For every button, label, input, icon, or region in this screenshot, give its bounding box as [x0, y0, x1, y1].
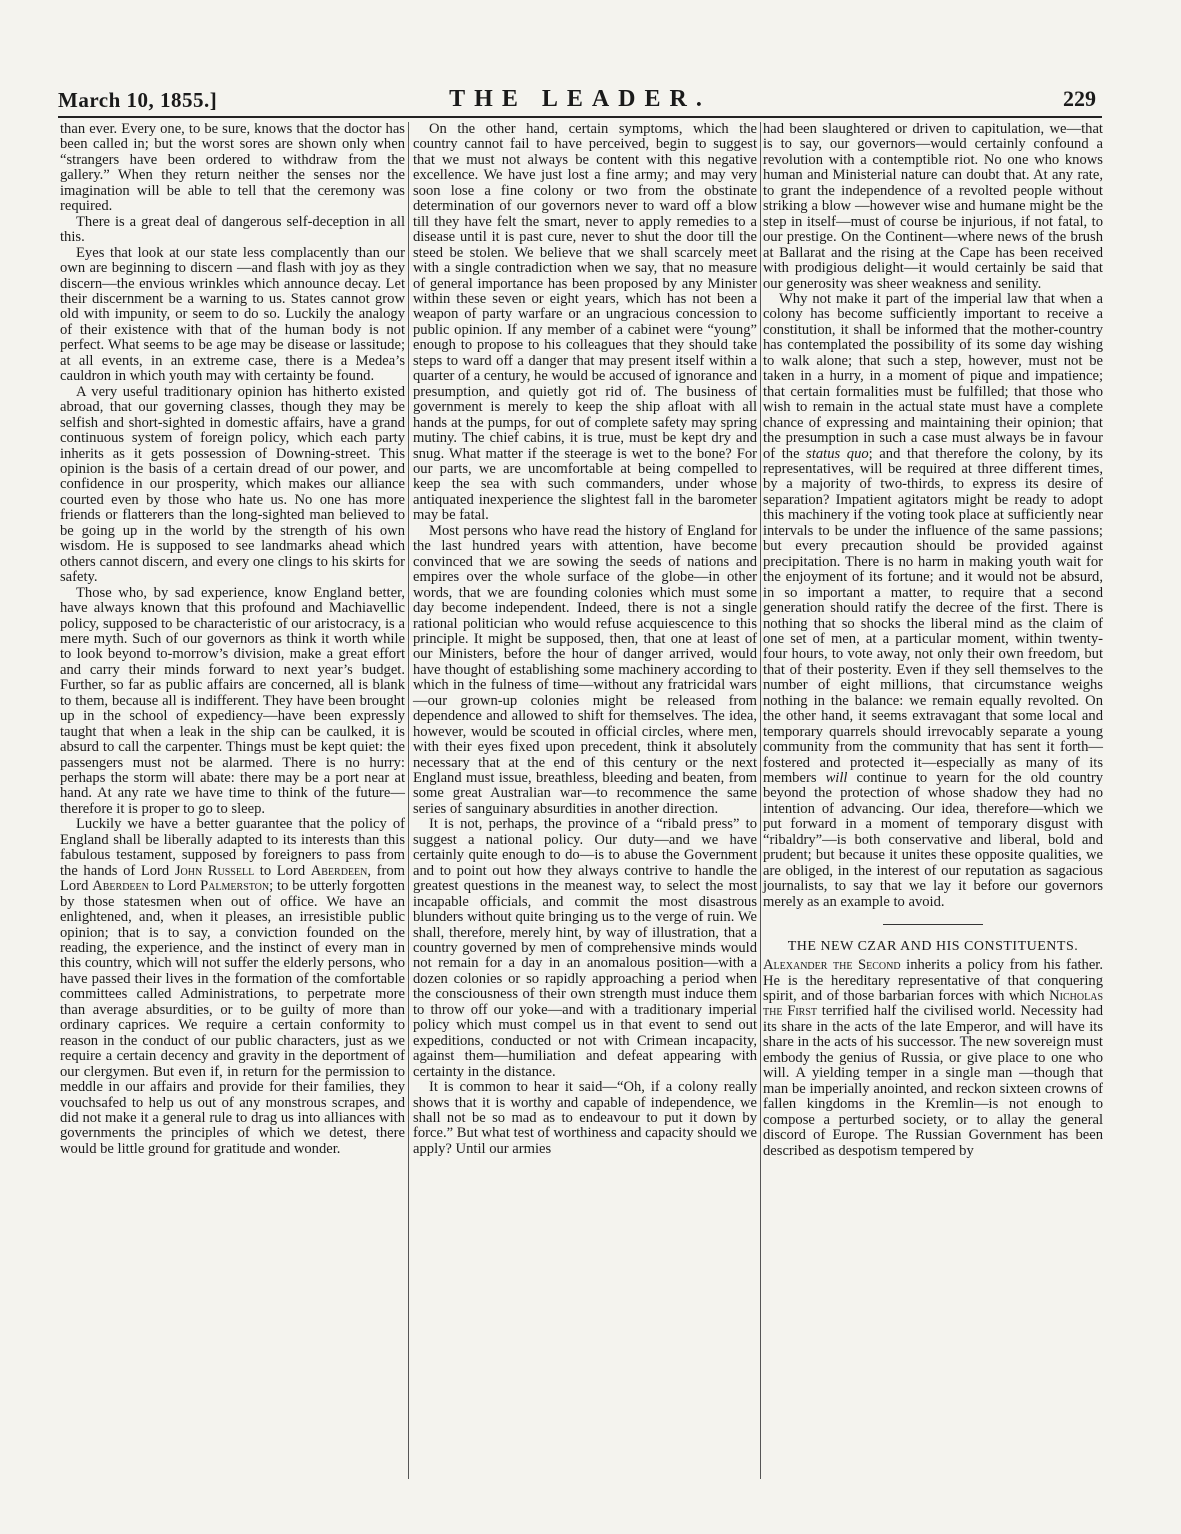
person-name: Aberdeen [92, 878, 149, 895]
person-name: Nicholas the First [763, 988, 1103, 1020]
text-run: continue to yearn for the old country beyond the protection of whose shadow they had no intention of advancing. Our idea, therefore—which we put forward in a moment of temporary disgust with “ribaldry”—is both conservative and liberal, bold and prudent; but because it unites these opposite qualities, we are obliged, in the interest of our reputation as sagacious journalists, to say that we lay it before our governors merely as an example to avoid. [763, 770, 1103, 910]
text-run: ; and that therefore the colony, by its representatives, will be required at three different times, by a majority of two-thirds, to express its desire of separation? Impatient agitators might be ready to adopt this machinery if the voting took place at sufficiently near intervals to be under the influence of the same passions; but every precaution should be provided against precipitation. There is no harm in making youth wait for the enjoyment of its fortune; and it would not be absurd, in so important a matter, to require that a second generation should ratify the decree of the first. There is nothing that so shocks the liberal mind as the claim of one set of men, at a particular moment, within twenty-four hours, to vote away, not only their own freedom, but that of their posterity. Even if they sell themselves to the number of eight millions, that circumstance weighs nothing in the balance: we remain equally revolted. On the other hand, it seems extravagant that some local and temporary quarrels should irrevocably separate a young community from the community that has sent it forth—fostered and protected it—especially as many of its members [763, 445, 1103, 787]
text-run: to Lord [148, 878, 201, 895]
text-run: , from Lord [60, 862, 405, 895]
person-name: Palmerston [200, 878, 270, 895]
masthead [58, 84, 1102, 118]
italic-text: will [825, 770, 848, 787]
text-run: to Lord [254, 862, 311, 879]
paragraph: than ever. Every one, to be sure, knows that the doctor has been called in; but the worst sores are shown only when “strangers have been ordered to withdraw from the gallery.” When they return neither the senses nor the imagination will be able to tell that the ceremony was required. [60, 121, 405, 215]
person-name: John Russell [174, 862, 255, 879]
paragraph [763, 958, 1103, 1159]
column-2 [413, 122, 757, 1157]
paragraph: Those who, by sad experience, know England better, have always known that this profound and Machiavellic policy, supposed to be characteristic of our aristocracy, is a mere myth. Such of our governors as think it worth while to look beyond to-morrow’s division, make a great effort and carry their minds forward to next year’s budget. Further, so far as public affairs are concerned, all is blank to them, because all is indifferent. They have been brought up in the school of expediency—have been expressly taught that when a leak in the ship can be caulked, it is absurd to call the carpenter. Things must be kept quiet: the passengers must not be alarmed. There is no hurry: perhaps the storm will abate: there may be a port near at hand. At any rate we have time to think of the future—therefore it is proper to go to sleep. [60, 584, 405, 817]
paragraph: A very useful traditionary opinion has hitherto existed abroad, that our governing classes, though they may be selfish and short-sighted in domestic affairs, have a grand continuous system of foreign policy, which each party inherits as it gets possession of Downing-street. This opinion is the basis of a certain dread of our power, and confidence in our prosperity, which makes our alliance courted even by those who hate us. No one has more friends or flatterers than the long-sighted man believed to be going up in the world by the strength of his own wisdom. He is supposed to see landmarks ahead which others cannot discern, and every one clings to his skirts for safety. [60, 383, 405, 586]
paragraph [763, 292, 1103, 910]
text-run: Luckily we have a better guarantee that the policy of England shall be liberally adapted to its interests than this fabulous testament, supposed by foreigners to pass from the hands of Lord [60, 816, 405, 879]
section-divider [883, 924, 983, 925]
text-run: terrified half the civilised world. Necessity had its share in the acts of the late Emperor, and will have its share in the acts of his successor. The new sovereign must embody the genius of Russia, or give place to one who will. A yielding temper in a single man —though that man be imperially anointed, and reckon sixteen crowns of fallen kingdoms in the Kremlin—is not enough to compose a perturbed society, or to allay the general discord of Europe. The Russian Government has been described as despotism tempered by [763, 1003, 1103, 1159]
column-1 [60, 122, 405, 1157]
column-rule-2 [760, 122, 761, 1479]
paragraph: It is common to hear it said—“Oh, if a colony really shows that it is worthy and capable of independence, we shall not be so mad as to endeavour to put it down by force.” But what test of worthiness and capacity should we apply? Until our armies [413, 1079, 757, 1157]
paragraph: Most persons who have read the history of England for the last hundred years with attention, have become convinced that we are sowing the seeds of nations and empires over the whole surface of the globe—in other words, that we are founding colonies which must some day become independent. Indeed, there is not a single rational politician who would refuse acquiescence to this principle. It might be supposed, then, that one at least of our Ministers, before the hour of danger arrived, would have thought of establishing some machinery according to which in the fulness of time—without any fratricidal wars —our grown-up colonies might be released from dependence and allowed to shift for themselves. The idea, however, would be scouted in official circles, where men, with their eyes fixed upon precedent, think it absolutely necessary that at the end of this century or the next England must issue, breathless, bleeding and beaten, from some great Australian war—to recommence the same series of sanguinary absurdities in another direction. [413, 522, 757, 817]
italic-text: status quo [806, 445, 869, 462]
page-number: 229 [1063, 86, 1096, 111]
paragraph: There is a great deal of dangerous self-deception in all this. [60, 213, 405, 246]
issue-date: March 10, 1855.] [58, 88, 218, 112]
article-heading: THE NEW CZAR AND HIS CONSTITUENTS. [787, 939, 1079, 955]
column-3 [763, 122, 1103, 1159]
text-run: Why not make it part of the imperial law that when a colony has become sufficiently important to receive a constitution, it shall be informed that the mother-country has contemplated the possibility of its some day wishing to walk alone; that such a step, however, must not be taken in a hurry, in a moment of pique and impatience; that certain formalities must be fulfilled; that those who wish to remain in the actual state must have a complete chance of expressing and maintaining their opinion; that the presumption in such a case must always be in favour of the [763, 290, 1103, 462]
text-run: inherits a policy from his father. He is the hereditary representative of that conquering spirit, and of those barbarian forces with which [763, 957, 1104, 1005]
paragraph: It is not, perhaps, the province of a “ribald press” to suggest a national policy. Our duty—and we have certainly quite enough to do—is to abuse the Government and to point out how they always contrive to handle the greatest questions in the meanest way, to select the most incapable officials, and commit the most disastrous blunders without quite bringing us to the verge of ruin. We shall, therefore, merely hint, by way of illustration, that a country governed by men of comprehensive minds would not remain for a day in an anomalous position—with a dozen colonies or so rapidly approaching a period when the consciousness of their own strength must induce them to throw off our yoke—and with a traditionary imperial policy which must compel us in that event to send out expeditions, conducted or not with Crimean incapacity, against them—humiliation and defeat appearing with certainty in the distance. [413, 816, 757, 1080]
paragraph: had been slaughtered or driven to capitulation, we—that is to say, our governors—would certainly confound a revolution with a contemptible riot. No one who knows human and Ministerial nature can doubt that. At any rate, to grant the independence of a revolted people without striking a blow —however wise and humane might be the step in itself—must of course be injurious, if not fatal, to our prestige. On the Continent—where news of the brush at Ballarat and the rising at the Cape has been received with prodigious delight—it would certainly be said that our generosity was sheer weakness and senility. [763, 121, 1103, 292]
newspaper-title: THE LEADER. [449, 86, 711, 112]
paragraph [60, 817, 405, 1157]
paragraph: Eyes that look at our state less complacently than our own are beginning to discern —and flash with joy as they discern—the envious wrinkles which announce decay. Let their discernment be a warning to us. States cannot grow old with impunity, or seem to do so. Luckily the analogy of their existence with that of the human body is not perfect. What seems to be age may be disease or lassitude; at all events, in an extreme case, there is a Medea’s cauldron in which youth may with certainty be found. [60, 244, 405, 385]
paragraph: On the other hand, certain symptoms, which the country cannot fail to have perceived, begin to suggest that we must not always be content with this negative excellence. We have just lost a fine army; and may very soon lose a fine colony or two from the obstinate determination of our governors never to ward off a blow till they have felt the smart, never to apply remedies to a disease until it is past cure, never to shut the door till the steed be stolen. We believe that we shall scarcely meet with a single contradiction when we say, that no measure of general importance has been proposed by any Minister within these seven or eight years, which has not been a weapon of party warfare or an ungracious concession to public opinion. If any member of a cabinet were “young” enough to propose to his colleagues that they should take steps to ward off a danger that may present itself within a quarter of a century, he would be accused of ignorance and presumption, and quietly got rid of. The business of government is merely to keep the ship afloat with all hands at the pumps, for out of complete safety may spring mutiny. The chief cabins, it is true, must be kept dry and snug. What matter if the steerage is wet to the bone? For our parts, we are uncomfortable at being compelled to keep the sea with such commanders, under whose antiquated inexperience the slightest fall in the barometer may be fatal. [413, 121, 757, 524]
person-name: Alexander the Second [763, 957, 901, 974]
text-run: ; to be utterly forgotten by those statesmen when out of office. We have an enlightened, and, when it pleases, an irresistible public opinion; that is to say, a conviction founded on the reading, the experience, and the instinct of every man in this country, which will not suffer the elderly persons, who have passed their lives in the formation of the comfortable committees called Administrations, to perpetrate more than average absurdities, or to be guilty of more than ordinary caprices. We require a certain conformity to reason in the conduct of our public characters, just as we require a certain decency and gravity in the deportment of our clergymen. But even if, in return for the permission to meddle in our affairs and provide for their families, they vouchsafed to help us out of any monstrous scrapes, and did not make it a general rule to drag us into alliances with governments the principles of which we detest, there would be little ground for gratitude and wonder. [60, 878, 405, 1157]
column-rule-1 [408, 122, 409, 1479]
person-name: Aberdeen [310, 862, 368, 879]
